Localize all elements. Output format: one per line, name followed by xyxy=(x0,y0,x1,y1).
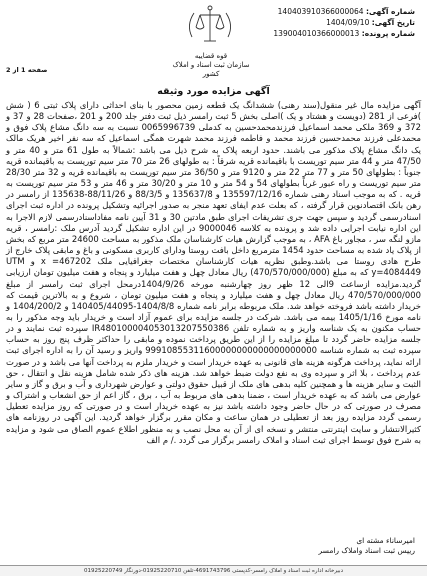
signer-title: رییس ثبت اسناد واملاک رامسر xyxy=(318,546,415,555)
meta-label: شماره پرونده: xyxy=(361,29,415,38)
emblem-line-2: سازمان ثبت اسناد و املاک کشور xyxy=(172,61,250,78)
signer-name: امیرساناء مشته ای xyxy=(356,536,415,545)
meta-value: 1404/09/10 xyxy=(326,18,370,27)
notice-body xyxy=(6,100,421,446)
emblem-caption xyxy=(165,52,257,79)
judiciary-emblem-icon xyxy=(170,3,250,53)
notice-body-text: آگهی مزایده مال غیر منقول(سند رهنی) ششدانگ یک قطعه زمین محصور با بنای احداثی دارای پلاک ثبتی 6 ( شش )فرعی از 281 (دویست و هشتاد و یک )اصلی بخش 5 ثبت رامسر ذیل ثبت دفتر جلد 200 و 201 ،صفحات 28 و 37 و 372 و 369 ملکی محمد اسماعیل فرزندمحمدحسین به کدملی 0065996739 نسبت به سه دانگ مشاع پلاک فوق و محمدعلی فرزند محمدحسین فرزند محمد و فاطمه فرزند محمد شهرت همگی اسماعیل که سه نفر اخیر هریک مالک یک دانگ مشاع پلاک مذکور می باشند. حدود اربعه پلاک به شرح ذیل می باشد :شمالاً به طول 61 متر و 40 متر و 47/50 متر و 44 متر سیم توریست با باقیمانده قریه شرقاً : به طولهای 26 متر 70 متر سیم توریست به باقیمانده قریه جنوباً : بطولهای 50 متر و 77 متر 22 متر و 9120 متر و 36/50 متر سیم توریست به باقیمانده قریه و 32 متر 28/30 متر سیم توریست و راه عبور غرباً بطولهای 54 و 54 متر و 10 متر و 30/20 متر و 46 متر و 53 متر سیم توریست به قریه . که به موجب اسناد رهنی شماره 135597/12/16 و 135637/8 و 88/3/5 و 88/11/26-135638 از رامسر در رهن بانک اقتصادنوین قرار گرفته ، که بعلت عدم ایفای تعهد منجر به صدور اجرائیه وتشکیل پرونده در اداره ثبت اجرای اسنادرسمی گردید و سپس جهت جری تشریفات اجرای طبق مادتین 30 و 31 آیین نامه مفاداسنادرسمی لازم الاجرا به این اداره نیابت اجرایی داده شد و پرونده به کلاسه 9000046 در این اداره تشکیل گردید آدرس ملک :رامسر ، قریه مازو لنگه سر ، مجاور باغ AFA ، به موجب گزارش هیات کارشناسان ملک مذکور به مساحت 24600 متر مربع که بخش از پلاک یاد شده به مساحت حدود 1454 مترمربع داخل بافت روستا ودارای کاربری مسکونی و باغ و مابقی پلاک خارج از طرح هادی روستا می باشد.وطبق نظریه هیات کارشناسان مختصات جغرافیایی ملک x =467202 و UTM y=4084449 که به مبلغ (470/570/000/000) ریال معادل چهل و هفت میلیارد و پنجاه و هفت میلیون تومان ارزیابی گردید.مزایده ازساعت 9الی 12 ظهر روز چهارشنبه مورخه 1404/9/26درمحل اجرای ثبت رامسر از مبلغ 470/570/000/000 ریال معادل چهل و هفت میلیارد و پنجاه و هفت میلیون تومان ، شروع و به بالاترین قیمت که خریدار داشته باشد فروخته خواهد شد. ملک مربوطه برابر نامه شماره 1404/8/8-140405/44095 و 1404/200/2 و نامه مورخ 1405/1/16 بیمه می باشد. شرکت در جلسه مزایده برای عموم آزاد است و خریدار باید وجه مذکور را به حساب مکنون به یک شناسه واریز و به شماره تلفن IR480100004053013207550386 سپرده ثبت نمایند و در جلسه مزایده حاضر گردد تا مبلغ مزایده را از این طریق پرداخت نموده و مابقی را حداکثر ظرف پنج روز به حساب سپرده ثبت به شماره شناسه 99910855311600000000000000000000 واریز و رسید آن را به اداره اجرای ثبت ارائه نماید، پرداخت هرگونه هزینه های قانونی به عهده خریدار است و خریدار ملزم به پرداخت آنها می باشد و در صورت عدم پرداخت ، بلا اثر و سپرده وی به نفع دولت ضبط خواهد شد. هزینه های ذکر شده شامل هزینه نقل و انتقال ، حق الثبت و سایر هزینه ها و همچنین کلیه بدهی های ملک از قبیل حقوق دولتی و عوارض شهرداری و آب و برق و گاز و سایر عوارض می باشد که به عهده خریدار است ، ضمنا بدهی های مربوط به آب ، برق ، گاز اعم از حق انشعاب و اشتراک و مصرف در صورتی که در حال حاضر وجود داشته باشد نیز به عهده خریدار است و در صورتی که روز مزایده تعطیل رسمی گردد مزایده روز بعد از تعطیلی در همان ساعت و مکان مقرر برگزار خواهد گردید. این آگهی در روزنامه های کثیرالانتشار و سایت اینترنتی منتشر و نسخه ای از آن به محل نصب و به منظور اطلاع عموم الصاق می شود و مزایده به شرح فوق توسط اجرای ثبت اسناد و املاک رامسر برگزار می گردد ./ م الف xyxy=(6,100,422,445)
page-number: صفحه 1 از 2 xyxy=(6,66,48,74)
notice-meta xyxy=(273,6,415,39)
meta-value: 140403910366000064 xyxy=(277,7,364,16)
meta-case-number xyxy=(273,28,415,39)
meta-value: 139004010366000013 xyxy=(273,29,360,38)
emblem-line-1: قوه قضاییه xyxy=(194,52,228,60)
footer-contact: دبیرخانه اداره ثبت اسناد و املاک رامسر-کدپستی 4691743796-تلفن 01925220710-دورنگار 01925220749 xyxy=(0,565,427,576)
notice-title: آگهی مزایده مورد وثیقه xyxy=(157,86,270,97)
meta-notice-date xyxy=(273,17,415,28)
signature-block xyxy=(318,536,415,556)
meta-notice-number xyxy=(273,6,415,17)
meta-label: شماره آگهی: xyxy=(365,7,415,16)
meta-label: تاریخ آگهی: xyxy=(371,18,415,27)
